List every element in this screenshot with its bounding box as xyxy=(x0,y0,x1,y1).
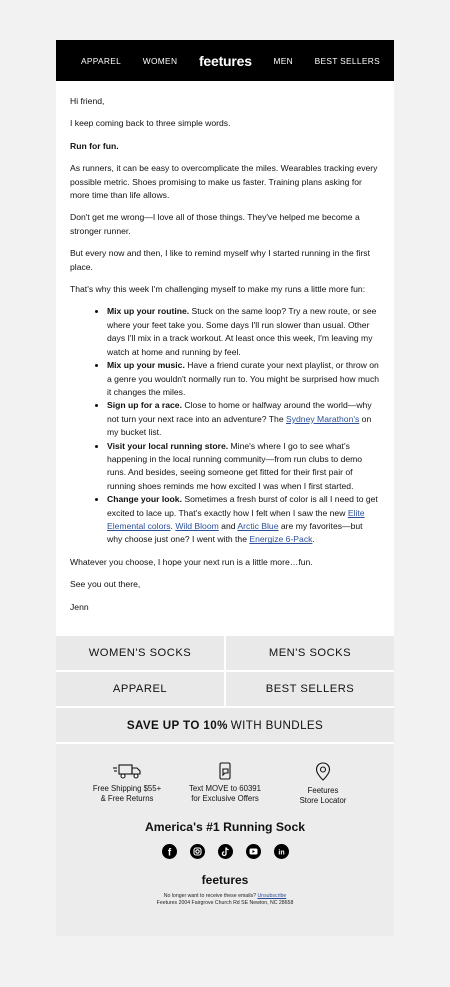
paragraph: As runners, it can be easy to overcomplicate the miles. Wearables tracking every possible metric. Shoes promising to make us faster. Training plans asking for more time than life allows. xyxy=(70,163,378,201)
list-item xyxy=(107,305,380,359)
paragraph: That's why this week I'm challenging myself to make my runs a little more fun: xyxy=(70,284,366,295)
list-item-text: Stuck on the same loop? Try a new route, or see where your feet take you. Some days I'll run slower than usual. Other days I'll mix in a track workout. At least once this week, I'm leaving my watch at home and running by feel. xyxy=(107,306,377,357)
perk-line: Feetures xyxy=(307,786,339,795)
svg-text:in: in xyxy=(277,849,285,857)
tiktok-icon[interactable] xyxy=(218,844,233,859)
map-pin-icon xyxy=(314,762,332,782)
list-item-title: Visit your local running store. xyxy=(107,440,229,451)
youtube-icon[interactable] xyxy=(246,844,261,859)
elite-elemental-link[interactable]: Elite Elemental colors xyxy=(107,507,365,531)
list-item-text: Have a friend curate your next playlist, or throw on a genre you wouldn't normally run to. You might be surprised how much it changes the miles. xyxy=(107,360,380,397)
nav-item-women[interactable]: WOMEN xyxy=(142,55,178,66)
unsubscribe-link[interactable]: Unsubscribe xyxy=(257,893,287,899)
list-item xyxy=(107,359,380,399)
arctic-blue-link[interactable]: Arctic Blue xyxy=(237,520,279,531)
list-item-text: . xyxy=(312,534,315,545)
email-container xyxy=(56,40,394,936)
paragraph: Whatever you choose, I hope your next run is a little more…fun. xyxy=(70,556,313,567)
perks-row xyxy=(56,762,394,806)
truck-icon xyxy=(112,762,142,780)
list-item-title: Sign up for a race. xyxy=(107,400,182,411)
apparel-button[interactable]: APPAREL xyxy=(56,672,224,706)
svg-text:f: f xyxy=(167,847,171,859)
bundle-discount: SAVE UP TO 10% xyxy=(126,718,228,732)
list-item-title: Mix up your music. xyxy=(107,360,185,371)
signature: Jenn xyxy=(70,601,89,612)
fine-print xyxy=(56,893,394,907)
unsubscribe-prompt: No longer want to receive these emails? xyxy=(163,893,256,899)
intro-text: I keep coming back to three simple words. xyxy=(70,118,231,129)
best-sellers-button[interactable]: BEST SELLERS xyxy=(226,672,394,706)
social-links xyxy=(56,844,394,859)
nav-item-apparel[interactable]: APPAREL xyxy=(81,55,122,66)
brand-logo[interactable]: feetures xyxy=(198,52,252,69)
perk-line: & Free Returns xyxy=(100,794,154,803)
list-item-text: Mine's where I go to see what's happening in the local running community—from run clubs to demo runs. And besides, seeing someone get fitted for their first pair of running shoes reminds me how excited I was when I first started. xyxy=(107,440,363,491)
womens-socks-button[interactable]: WOMEN'S SOCKS xyxy=(56,636,224,670)
energize-6-pack-link[interactable]: Energize 6-Pack xyxy=(249,534,313,545)
list-item-title: Mix up your routine. xyxy=(107,306,190,317)
greeting: Hi friend, xyxy=(70,96,105,106)
perk-shipping[interactable] xyxy=(82,762,172,806)
nav-item-best-sellers[interactable]: BEST SELLERS xyxy=(314,55,380,66)
bundle-banner[interactable] xyxy=(56,708,394,742)
linkedin-icon[interactable] xyxy=(274,844,289,859)
list-item xyxy=(107,493,380,547)
perk-line: for Exclusive Offers xyxy=(191,794,259,803)
list-item-text: . xyxy=(170,520,176,531)
nav-item-men[interactable]: MEN xyxy=(273,55,293,66)
top-nav xyxy=(56,40,394,81)
perk-text-offers[interactable] xyxy=(180,762,270,806)
list-item-text: are my favorites—but why choose just one? I went with the xyxy=(107,520,363,545)
category-grid xyxy=(56,631,394,706)
list-item-text: Sometimes a fresh burst of color is all I need to get excited to lace up. That's exactly how I felt when I saw the new xyxy=(107,494,378,518)
footer xyxy=(56,744,394,936)
paragraph: Don't get me wrong—I love all of those things. They've helped me become a stronger runner. xyxy=(70,212,360,236)
sign-off: See you out there, xyxy=(70,579,141,590)
company-address: Feetures 2004 Fairgrove Church Rd SE Newton, NC 28658 xyxy=(156,900,294,906)
instagram-icon[interactable] xyxy=(190,844,205,859)
tips-list xyxy=(70,305,380,546)
mens-socks-button[interactable]: MEN'S SOCKS xyxy=(226,636,394,670)
paragraph: But every now and then, I like to remind myself why I started running in the first place. xyxy=(70,248,370,272)
email-body xyxy=(56,81,394,631)
section-heading: Run for fun. xyxy=(70,140,119,151)
tagline: America's #1 Running Sock xyxy=(144,820,306,834)
list-item-text: on my bucket list. xyxy=(107,413,372,438)
sydney-marathon-link[interactable]: Sydney Marathon's xyxy=(286,413,360,424)
perk-store-locator[interactable] xyxy=(278,762,368,806)
list-item-title: Change your look. xyxy=(107,494,182,505)
list-item-text: Close to home or halfway around the world—why not turn your next race into an adventure? The xyxy=(107,400,372,424)
facebook-icon[interactable] xyxy=(162,844,177,859)
phone-icon xyxy=(216,762,234,780)
list-item xyxy=(107,440,380,494)
perk-line: Text MOVE to 60391 xyxy=(189,784,261,793)
list-item xyxy=(107,399,380,439)
perk-line: Store Locator xyxy=(299,796,347,805)
unsubscribe-line xyxy=(56,893,394,900)
wild-bloom-link[interactable]: Wild Bloom xyxy=(175,520,219,531)
footer-logo[interactable]: feetures xyxy=(201,873,249,887)
list-item-text: and xyxy=(218,520,238,531)
perk-line: Free Shipping $55+ xyxy=(92,784,162,793)
bundle-text: WITH BUNDLES xyxy=(230,718,324,732)
